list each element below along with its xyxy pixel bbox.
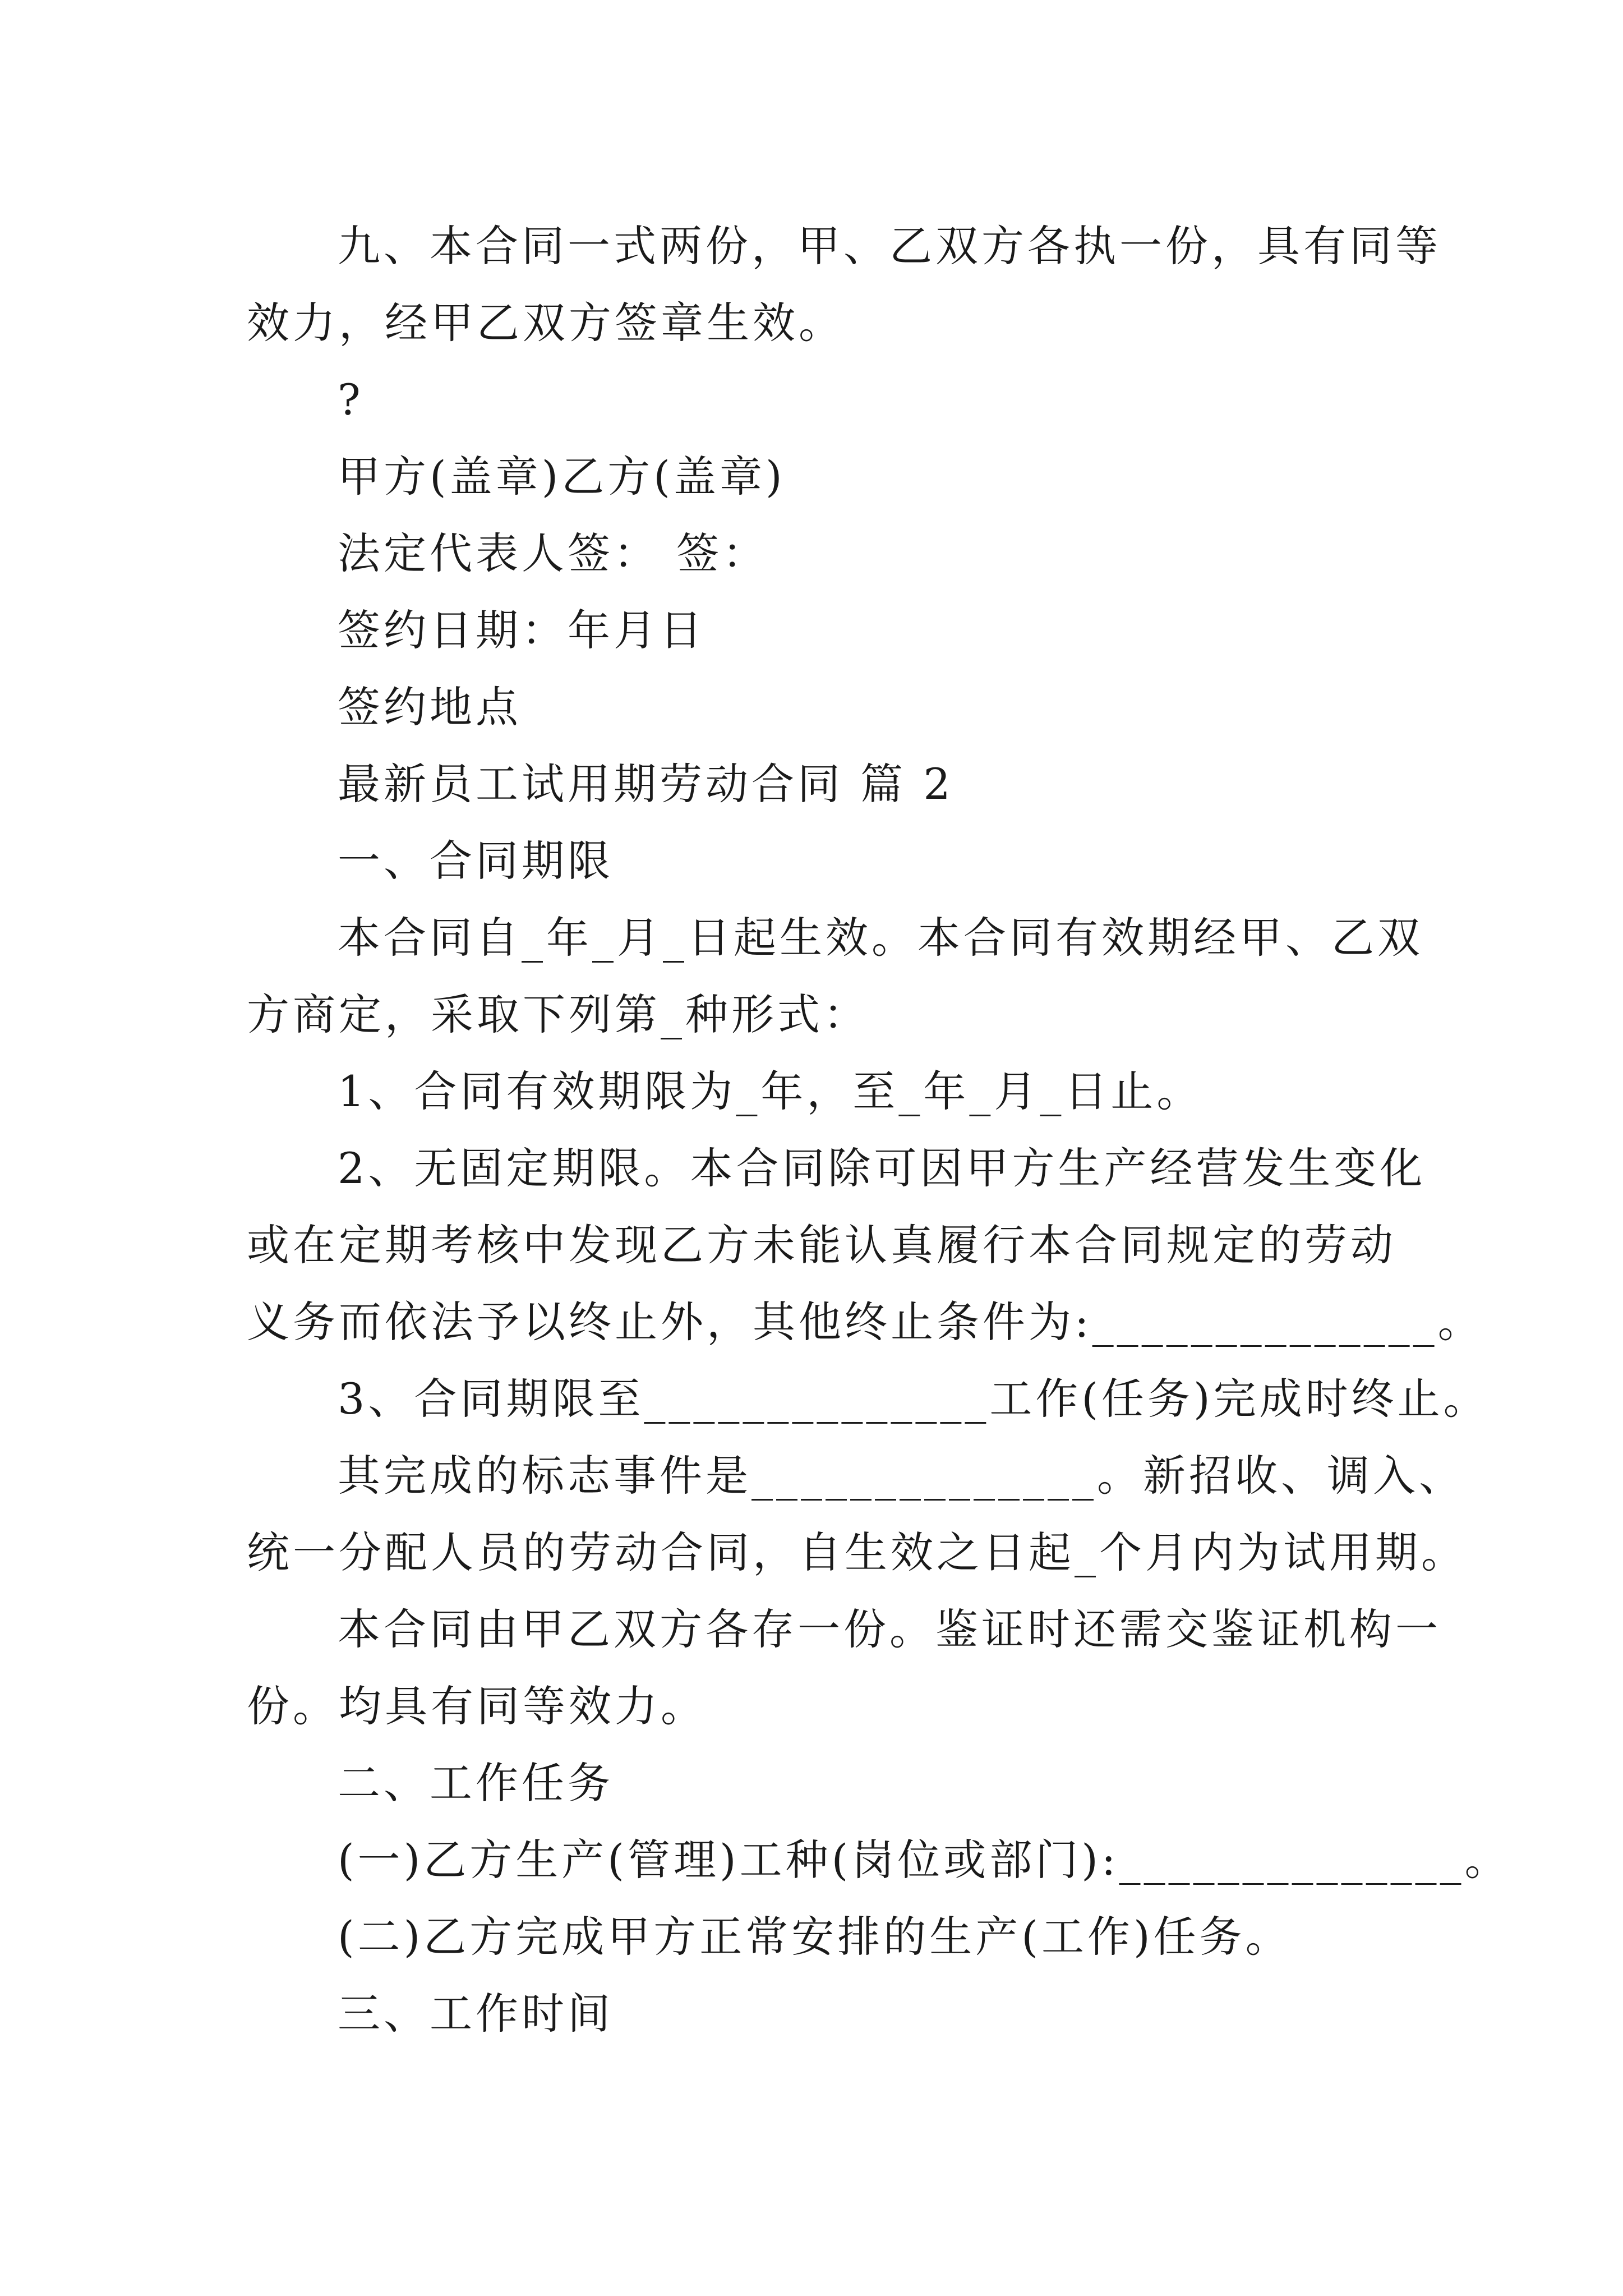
signature-representative-line: 法定代表人签： 签： xyxy=(338,528,769,578)
text-line: (二)乙方完成甲方正常安排的生产(工作)任务。 xyxy=(338,1912,1292,1962)
text-line: 3、合同期限至______________工作(任务)完成时终止。 xyxy=(338,1374,1490,1424)
text-line: 1、合同有效期限为_年，至_年_月_日止。 xyxy=(338,1066,1203,1116)
text-line: 份。均具有同等效力。 xyxy=(247,1681,707,1731)
signing-date-line: 签约日期：年月日 xyxy=(338,605,706,655)
text-line: 其完成的标志事件是______________。新招收、调入、 xyxy=(338,1451,1465,1501)
document-body xyxy=(247,208,1511,2052)
text-line: 方商定，采取下列第_种形式： xyxy=(247,990,869,1039)
clause-heading: 三、工作时间 xyxy=(338,1989,614,2039)
text-line: 本合同由甲乙双方各存一份。鉴证时还需交鉴证机构一 xyxy=(338,1604,1441,1654)
signature-party-line: 甲方(盖章)乙方(盖章) xyxy=(338,452,786,501)
text-line: 2、无固定期限。本合同除可因甲方生产经营发生变化 xyxy=(338,1143,1426,1193)
text-line: ? xyxy=(338,375,364,425)
text-line: 统一分配人员的劳动合同，自生效之日起_个月内为试用期。 xyxy=(247,1527,1467,1577)
clause-heading: 一、合同期限 xyxy=(338,836,614,886)
text-line: 本合同自_年_月_日起生效。本合同有效期经甲、乙双 xyxy=(338,913,1423,963)
text-line: 九、本合同一式两份，甲、乙双方各执一份，具有同等 xyxy=(338,221,1441,271)
section-title: 最新员工试用期劳动合同 篇 2 xyxy=(338,759,954,809)
text-line: 效力，经甲乙双方签章生效。 xyxy=(247,298,845,348)
text-line: (一)乙方生产(管理)工种(岗位或部门):______________。 xyxy=(338,1835,1511,1885)
text-line: 义务而依法予以终止外，其他终止条件为:______________。 xyxy=(247,1297,1484,1347)
signing-place-line: 签约地点 xyxy=(338,682,522,732)
text-line: 或在定期考核中发现乙方未能认真履行本合同规定的劳动 xyxy=(247,1220,1396,1270)
clause-heading: 二、工作任务 xyxy=(338,1758,614,1808)
